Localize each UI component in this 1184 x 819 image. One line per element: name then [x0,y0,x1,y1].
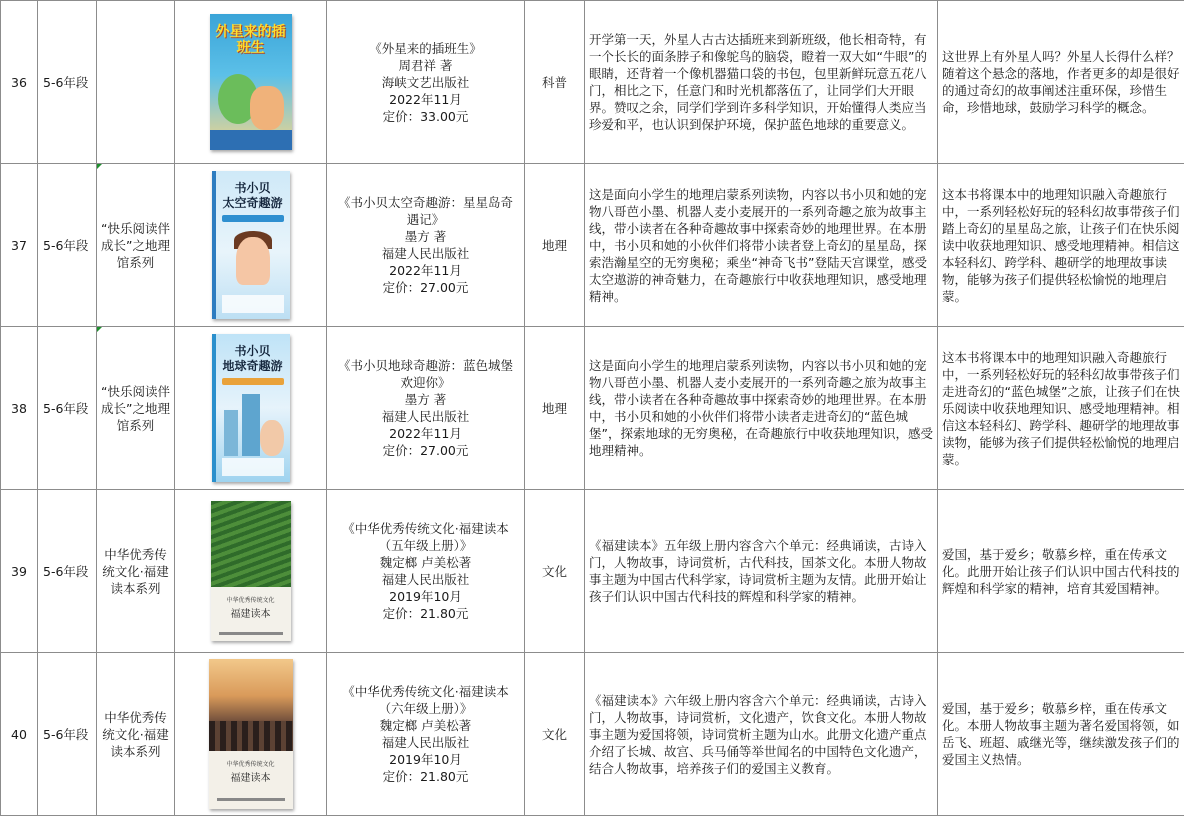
cover-title: 外星来的插班生 [215,24,286,56]
category-cell: 文化 [525,653,585,816]
book-publisher: 海峡文艺出版社 [381,74,470,90]
book-publisher: 福建人民出版社 [381,735,470,750]
series-cell: “快乐阅读伴成长”之地理馆系列 [97,164,175,327]
book-price: 定价：33.00元 [382,108,469,124]
book-author: 墨方 著 [404,229,447,244]
book-info-cell [327,490,525,653]
book-author: 墨方 著 [404,392,447,407]
book-date: 2022年11月 [389,91,462,107]
table-row [1,327,1184,490]
series-cell: 中华优秀传统文化·福建读本系列 [97,490,175,653]
book-info-cell [327,327,525,490]
description-cell: 《福建读本》五年级上册内容含六个单元：经典诵读，古诗入门，人物故事，诗词赏析，古代科技，国茶文化。本册人物故事主题为中国古代科学家，诗词赏析主题为友情。此册开始让孩子们认识中国古代科技的辉煌和科学家的精神。 [585,490,938,653]
table-row [1,653,1184,816]
series-cell: “快乐阅读伴成长”之地理馆系列 [97,327,175,490]
row-number: 39 [1,490,38,653]
cover-cell [175,327,327,490]
row-number: 40 [1,653,38,816]
book-title: 《书小贝地球奇趣游：蓝色城堡欢迎你》 [337,358,513,390]
cover-title: 福建读本 [230,609,271,620]
description-cell: 开学第一天，外星人古古达插班来到新班级，他长相奇特，有一个长长的面条脖子和像鸵鸟的脑袋，瞪着一双大如“牛眼”的眼睛，还背着一个像机器猫口袋的书包，包里新鲜玩意五花八门，相比之下，任意门和时光机都落伍了，让同学们大开眼界。赞叹之余，同学们学到许多科学知识，开始懂得人类应当珍爱和平，也认识到保护环境，保护蓝色地球的重要意义。 [585,1,938,164]
grade-cell: 5-6年段 [38,653,97,816]
description-cell: 《福建读本》六年级上册内容含六个单元：经典诵读，古诗入门，人物故事，诗词赏析，文化遗产，饮食文化。本册人物故事主题为爱国将领，诗词赏析主题为山水。此册文化遗产重点介绍了长城、故宫、兵马俑等举世闻名的中国特色文化遗产，结合人物故事，培养孩子们的爱国主义教育。 [585,653,938,816]
book-info-cell [327,653,525,816]
book-publisher: 福建人民出版社 [381,572,470,587]
row-number: 37 [1,164,38,327]
series-cell: 中华优秀传统文化·福建读本系列 [97,653,175,816]
book-cover-image [209,659,293,809]
book-price: 定价：27.00元 [382,280,469,295]
recommendation-cell: 爱国，基于爱乡；敬慕乡梓，重在传承文化。此册开始让孩子们认识中国古代科技的辉煌和科学家的精神，培育其爱国精神。 [938,490,1184,653]
book-author: 周君祥 著 [398,57,453,73]
book-price: 定价：27.00元 [382,443,469,458]
category-cell: 地理 [525,327,585,490]
book-cover-image [212,171,290,319]
book-author: 魏定榔 卢美松著 [379,718,472,733]
recommendation-cell: 这本书将课本中的地理知识融入奇趣旅行中，一系列轻松好玩的轻科幻故事带孩子们踏上奇幻的星星岛之旅，让孩子们在快乐阅读中收获地理知识、感受地理精神。相信这本轻科幻、跨学科、趣研学的地理故事读物，能够为孩子们提供轻松愉悦的地理启蒙。 [938,164,1184,327]
book-info-cell [327,1,525,164]
cover-cell [175,653,327,816]
cover-series: 中华优秀传统文化 [226,761,275,768]
book-cover-image [211,501,291,641]
book-publisher: 福建人民出版社 [381,409,470,424]
table-row [1,164,1184,327]
description-cell: 这是面向小学生的地理启蒙系列读物，内容以书小贝和她的宠物八哥芭小墨、机器人麦小麦展开的一系列奇趣之旅为故事主线，带小读者在各种奇趣故事中探索奇妙的地理世界。在本册中，书小贝和她的小伙伴们将带小读者走进奇幻的“蓝色城堡”，探索地球的无穷奥秘，在奇趣旅行中收获地理知识，感受地理精神。 [585,327,938,490]
table-row [1,1,1184,164]
recommendation-cell: 这世界上有外星人吗？外星人长得什么样？随着这个悬念的落地，作者更多的却是很好的通过奇幻的故事阐述注重环保，珍惜生命，珍惜地球，鼓励学习科学的概念。 [938,1,1184,164]
book-cover-image [212,334,290,482]
description-cell: 这是面向小学生的地理启蒙系列读物，内容以书小贝和她的宠物八哥芭小墨、机器人麦小麦展开的一系列奇趣之旅为故事主线，带小读者在各种奇趣故事中探索奇妙的地理世界。在本册中，书小贝和她的小伙伴们将带小读者登上奇幻的星星岛，探索浩瀚星空的无穷奥秘；乘坐“神奇飞书”登陆天宫课堂，感受太空遨游的神奇魅力，在奇趣旅行中收获地理知识，感受地理精神。 [585,164,938,327]
category-cell: 文化 [525,490,585,653]
cover-cell [175,164,327,327]
recommendation-cell: 爱国，基于爱乡；敬慕乡梓，重在传承文化。本册人物故事主题为著名爱国将领，如岳飞、班超、戚继光等，继续激发孩子们的爱国主义热情。 [938,653,1184,816]
recommendation-cell: 这本书将课本中的地理知识融入奇趣旅行中，一系列轻松好玩的轻科幻故事带孩子们走进奇幻的“蓝色城堡”之旅，让孩子们在快乐阅读中收获地理知识、感受地理精神。相信这本轻科幻、跨学科、趣研学的地理故事读物，能够为孩子们提供轻松愉悦的地理启蒙。 [938,327,1184,490]
category-cell: 地理 [525,164,585,327]
book-date: 2022年11月 [389,426,462,441]
cover-series: 中华优秀传统文化 [226,597,275,604]
grade-cell: 5-6年段 [38,164,97,327]
book-title: 《外星来的插班生》 [369,40,482,56]
row-number: 36 [1,1,38,164]
grade-cell: 5-6年段 [38,327,97,490]
series-cell [97,1,175,164]
cover-title: 书小贝 地球奇趣游 [222,344,283,373]
cover-title: 书小贝 太空奇趣游 [222,181,283,210]
book-info-cell [327,164,525,327]
book-publisher: 福建人民出版社 [381,246,470,261]
cover-cell [175,1,327,164]
book-title: 《中华优秀传统文化·福建读本（六年级上册）》 [342,684,509,716]
table-row [1,490,1184,653]
grade-cell: 5-6年段 [38,1,97,164]
category-cell: 科普 [525,1,585,164]
cover-title: 福建读本 [230,773,271,784]
book-date: 2022年11月 [389,263,462,278]
book-price: 定价：21.80元 [382,606,469,621]
row-number: 38 [1,327,38,490]
book-title: 《书小贝太空奇趣游：星星岛奇遇记》 [337,195,513,227]
book-price: 定价：21.80元 [382,769,469,784]
book-date: 2019年10月 [389,589,462,604]
book-title: 《中华优秀传统文化·福建读本（五年级上册）》 [342,521,509,553]
book-date: 2019年10月 [389,752,462,767]
grade-cell: 5-6年段 [38,490,97,653]
book-cover-image [210,14,292,150]
cover-cell [175,490,327,653]
book-author: 魏定榔 卢美松著 [379,555,472,570]
